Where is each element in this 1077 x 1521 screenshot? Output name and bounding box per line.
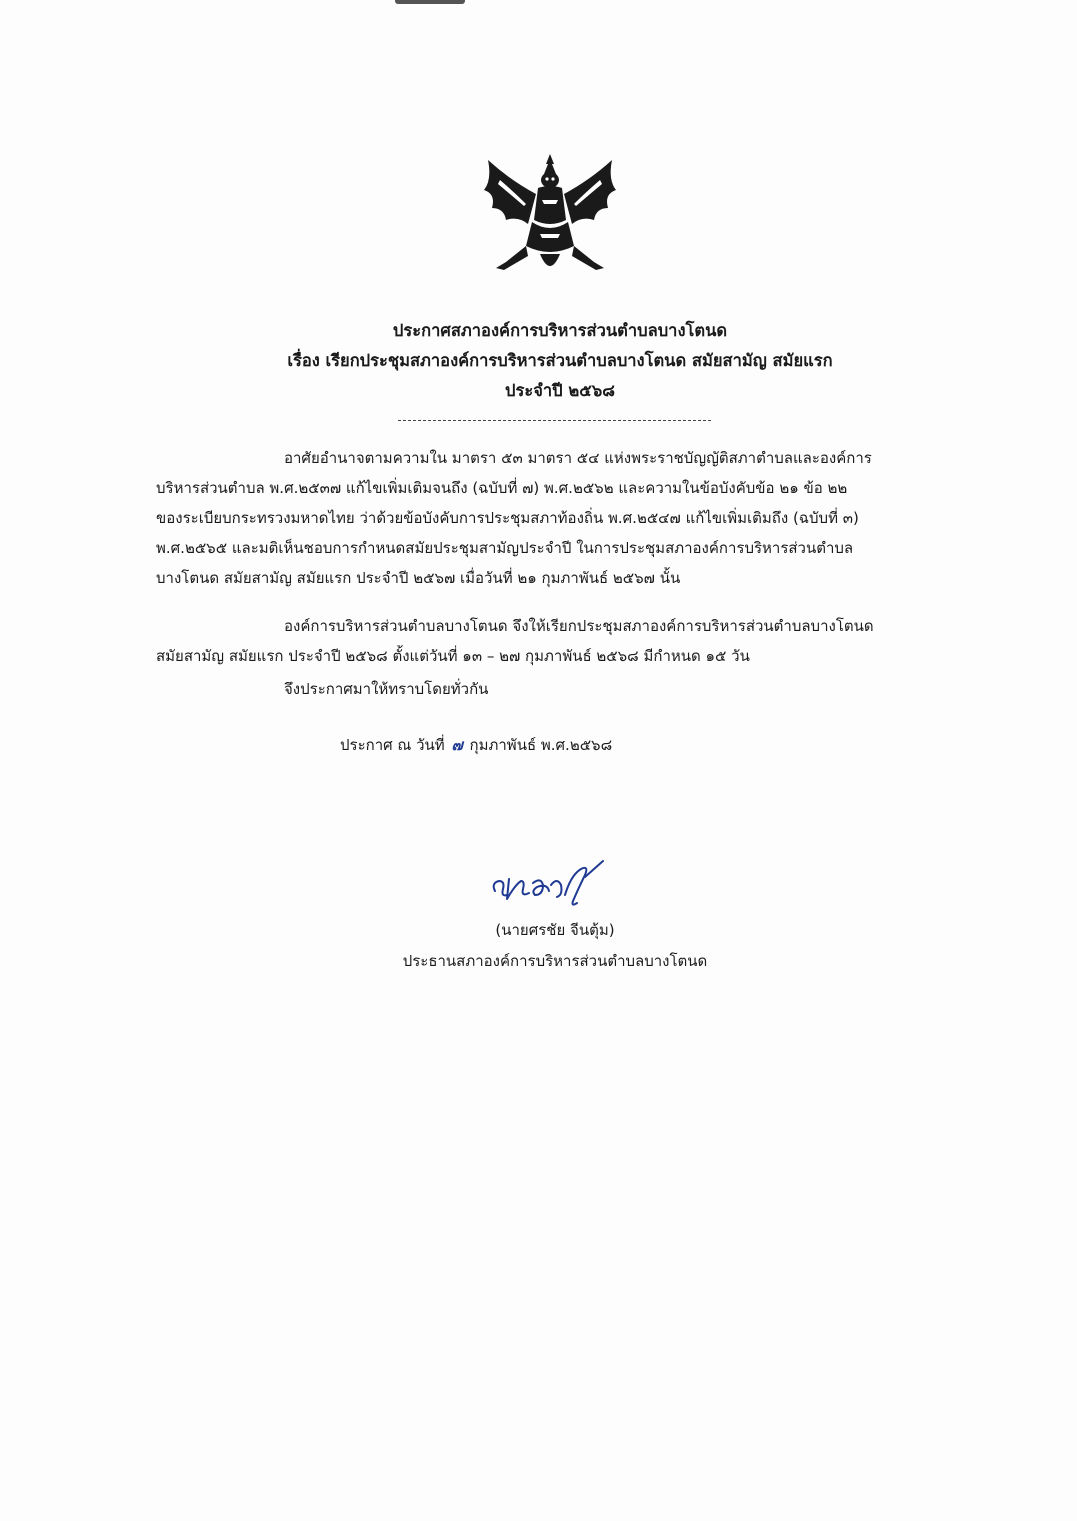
date-prefix: ประกาศ ณ วันที่	[340, 736, 445, 754]
paragraph-2	[156, 611, 972, 671]
paragraph-line: องค์การบริหารส่วนตำบลบางโตนด จึงให้เรียกประชุมสภาองค์การบริหารส่วนตำบลบางโตนด	[284, 617, 874, 635]
signer-name: (นายศรชัย จีนตุ้ม)	[495, 921, 615, 939]
paragraph-line: บางโตนด สมัยสามัญ สมัยแรก ประจำปี ๒๕๖๗ เมื่อวันที่ ๒๑ กุมภาพันธ์ ๒๕๖๗ นั้น	[156, 569, 681, 587]
date-suffix: กุมภาพันธ์ พ.ศ.๒๕๖๘	[469, 736, 613, 754]
closing-statement	[156, 674, 972, 704]
title-line-2: เรื่อง เรียกประชุมสภาองค์การบริหารส่วนตำบลบางโตนด สมัยสามัญ สมัยแรก	[287, 351, 833, 370]
title-line-3: ประจำปี ๒๕๖๘	[505, 381, 615, 400]
handwritten-signature	[485, 855, 615, 915]
paragraph-line: สมัยสามัญ สมัยแรก ประจำปี ๒๕๖๘ ตั้งแต่วันที่ ๑๓ – ๒๗ กุมภาพันธ์ ๒๕๖๘ มีกำหนด ๑๕ วัน	[156, 647, 750, 665]
separator-rule	[398, 420, 711, 421]
closing-line: จึงประกาศมาให้ทราบโดยทั่วกัน	[284, 680, 489, 698]
date-day-handwritten: ๗	[451, 736, 463, 754]
paragraph-line: พ.ศ.๒๕๖๕ และมติเห็นชอบการกำหนดสมัยประชุมสามัญประจำปี ในการประชุมสภาองค์การบริหารส่วนตำบล	[156, 539, 854, 557]
paragraph-1	[156, 443, 972, 593]
signer-position: ประธานสภาองค์การบริหารส่วนตำบลบางโตนด	[402, 952, 708, 970]
announcement-date	[340, 730, 612, 760]
scan-edge-mark	[395, 0, 465, 4]
title-line-1: ประกาศสภาองค์การบริหารส่วนตำบลบางโตนด	[392, 321, 728, 340]
garuda-emblem-icon	[470, 150, 630, 285]
paragraph-line: อาศัยอำนาจตามความใน มาตรา ๕๓ มาตรา ๕๔ แห่งพระราชบัญญัติสภาตำบลและองค์การ	[284, 449, 872, 467]
paragraph-line: ของระเบียบกระทรวงมหาดไทย ว่าด้วยข้อบังคับการประชุมสภาท้องถิ่น พ.ศ.๒๕๔๗ แก้ไขเพิ่มเติมถึง (ฉบับที่ ๓)	[156, 509, 859, 527]
announcement-title	[150, 316, 970, 406]
paragraph-line: บริหารส่วนตำบล พ.ศ.๒๕๓๗ แก้ไขเพิ่มเติมจนถึง (ฉบับที่ ๗) พ.ศ.๒๕๖๒ และความในข้อบังคับข้อ ๒๑ ข้อ ๒๒	[156, 479, 848, 497]
